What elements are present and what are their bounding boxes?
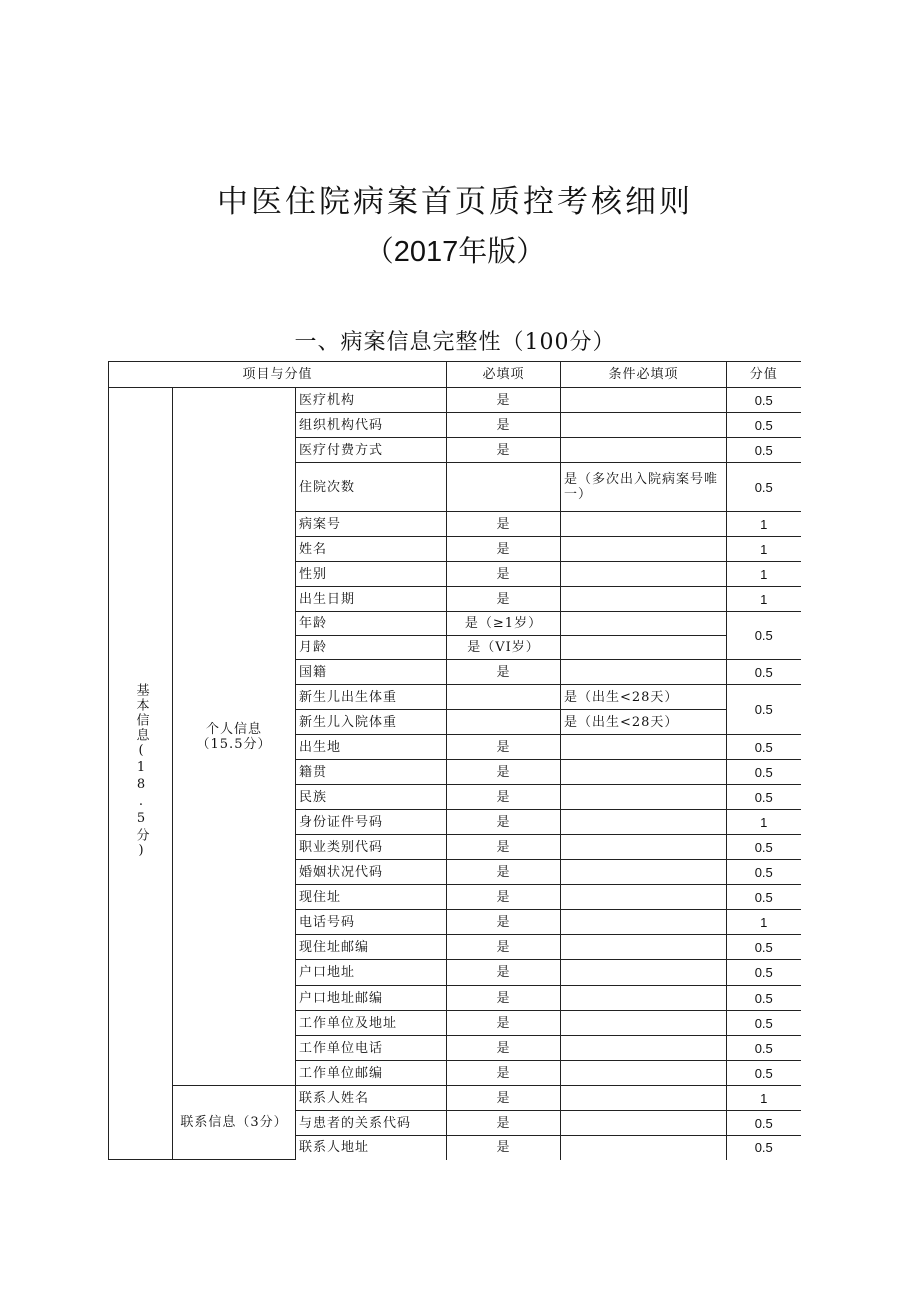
row-score: 0.5 [727,935,801,960]
row-score: 0.5 [727,660,801,685]
row-required: 是 [447,760,561,785]
row-required: 是 [447,1061,561,1086]
row-conditional [561,1061,727,1086]
row-conditional [561,388,727,413]
row-score: 1 [727,512,801,537]
row-conditional: 是（多次出入院病案号唯一） [561,463,727,512]
row-name: 医疗机构 [296,388,447,413]
row-score: 0.5 [727,388,801,413]
row-name: 年龄 [296,612,447,636]
row-name: 与患者的关系代码 [296,1111,447,1136]
row-conditional [561,885,727,910]
row-conditional [561,537,727,562]
table-row [109,388,801,413]
row-score: 0.5 [727,960,801,986]
row-name: 籍贯 [296,760,447,785]
row-conditional [561,438,727,463]
row-score: 0.5 [727,685,801,735]
row-conditional [561,612,727,636]
row-name: 户口地址 [296,960,447,986]
row-conditional [561,760,727,785]
row-score: 0.5 [727,463,801,512]
row-required: 是 [447,1011,561,1036]
row-name: 职业类别代码 [296,835,447,860]
row-name: 病案号 [296,512,447,537]
row-name: 民族 [296,785,447,810]
row-required: 是 [447,1111,561,1136]
row-name: 月龄 [296,636,447,660]
row-required: 是 [447,810,561,835]
row-name: 工作单位邮编 [296,1061,447,1086]
header-required: 必填项 [447,362,561,388]
row-score: 0.5 [727,735,801,760]
row-conditional [561,512,727,537]
row-conditional [561,660,727,685]
group-contact: 联系信息（3分） [173,1086,296,1160]
row-name: 出生地 [296,735,447,760]
row-name: 现住址邮编 [296,935,447,960]
row-required: 是 [447,587,561,612]
row-name: 新生儿入院体重 [296,710,447,735]
row-conditional [561,562,727,587]
row-conditional [561,1086,727,1111]
row-name: 国籍 [296,660,447,685]
row-name: 现住址 [296,885,447,910]
row-required: 是 [447,960,561,986]
row-score: 1 [727,810,801,835]
row-required: 是 [447,860,561,885]
row-conditional [561,785,727,810]
section-heading: 一、病案信息完整性（100分） [294,330,616,355]
row-score: 0.5 [727,835,801,860]
row-score: 0.5 [727,785,801,810]
row-name: 联系人姓名 [296,1086,447,1111]
row-name: 工作单位电话 [296,1036,447,1061]
row-score: 1 [727,910,801,935]
row-conditional [561,735,727,760]
row-conditional [561,1111,727,1136]
row-required [447,685,561,710]
row-required [447,710,561,735]
row-required: 是 [447,986,561,1011]
row-conditional [561,910,727,935]
row-conditional [561,835,727,860]
row-score: 0.5 [727,1011,801,1036]
row-score: 1 [727,562,801,587]
table-row [109,1086,801,1111]
row-score: 0.5 [727,413,801,438]
row-required: 是 [447,785,561,810]
row-name: 姓名 [296,537,447,562]
row-score: 0.5 [727,760,801,785]
row-required: 是 [447,885,561,910]
row-conditional [561,1036,727,1061]
row-required: 是 [447,413,561,438]
row-required: 是（≥1岁） [447,612,561,636]
row-required: 是 [447,910,561,935]
row-required: 是 [447,935,561,960]
row-required [447,463,561,512]
row-name: 户口地址邮编 [296,986,447,1011]
row-name: 医疗付费方式 [296,438,447,463]
row-required: 是 [447,537,561,562]
row-name: 婚姻状况代码 [296,860,447,885]
row-required: 是 [447,660,561,685]
row-conditional [561,1136,727,1160]
row-conditional [561,935,727,960]
row-required: 是 [447,388,561,413]
group-basic: 基本信息(18.5分) [109,388,173,1160]
row-score: 0.5 [727,1061,801,1086]
row-conditional [561,1011,727,1036]
row-name: 身份证件号码 [296,810,447,835]
row-required: 是 [447,562,561,587]
row-required: 是（VI岁） [447,636,561,660]
header-item: 项目与分值 [109,362,447,388]
row-conditional [561,860,727,885]
row-name: 组织机构代码 [296,413,447,438]
row-conditional: 是（出生<28天） [561,710,727,735]
row-required: 是 [447,1136,561,1160]
row-required: 是 [447,1036,561,1061]
row-required: 是 [447,438,561,463]
row-score: 0.5 [727,1136,801,1160]
row-conditional [561,960,727,986]
row-score: 0.5 [727,1036,801,1061]
assessment-table [108,361,801,1160]
row-required: 是 [447,835,561,860]
row-required: 是 [447,512,561,537]
table-header [109,362,801,388]
row-name: 联系人地址 [296,1136,447,1160]
row-score: 1 [727,1086,801,1111]
row-conditional: 是（出生<28天） [561,685,727,710]
header-conditional: 条件必填项 [561,362,727,388]
row-name: 住院次数 [296,463,447,512]
document-title: 中医住院病案首页质控考核细则 [217,184,693,220]
row-score: 0.5 [727,885,801,910]
row-score: 0.5 [727,986,801,1011]
document-subtitle: （2017年版） [364,236,546,268]
row-name: 性别 [296,562,447,587]
group-personal: 个人信息 （15.5分） [173,388,296,1086]
row-score: 0.5 [727,438,801,463]
row-conditional [561,986,727,1011]
row-name: 新生儿出生体重 [296,685,447,710]
row-name: 出生日期 [296,587,447,612]
row-score: 0.5 [727,860,801,885]
row-score: 1 [727,537,801,562]
row-score: 1 [727,587,801,612]
row-name: 工作单位及地址 [296,1011,447,1036]
header-score: 分值 [727,362,801,388]
row-score: 0.5 [727,612,801,660]
row-conditional [561,810,727,835]
row-name: 电话号码 [296,910,447,935]
row-conditional [561,587,727,612]
row-conditional [561,413,727,438]
row-conditional [561,636,727,660]
row-required: 是 [447,1086,561,1111]
row-required: 是 [447,735,561,760]
row-score: 0.5 [727,1111,801,1136]
